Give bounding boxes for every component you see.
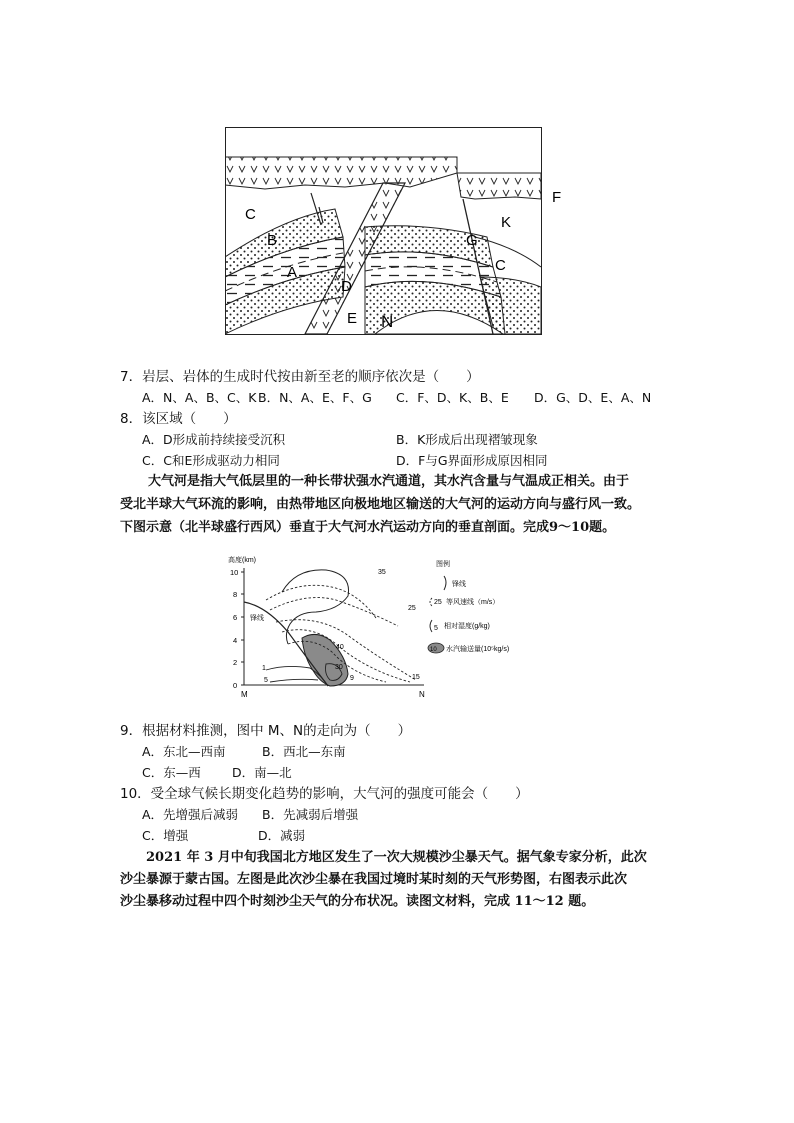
x-label-n: N <box>419 690 425 699</box>
contour-label-9: 9 <box>350 675 354 682</box>
contour-label-5: 5 <box>264 677 268 684</box>
legend-vapor: 水汽输送量(10⁵kg/s) <box>446 646 510 653</box>
label-k: K <box>501 214 512 231</box>
legend-humidity: 相对湿度(g/kg) <box>444 623 490 630</box>
y-tick-4: 4 <box>233 636 238 645</box>
y-tick-6: 6 <box>233 613 238 622</box>
question-10-stem: 10．受全球气候长期变化趋势的影响，大气河的强度可能会（ ） <box>120 786 529 802</box>
question-10-option-b[interactable]: B．先减弱后增强 <box>262 807 359 822</box>
legend-wind: 等风速线（m/s） <box>446 599 500 606</box>
y-axis-title: 高度(km) <box>228 557 256 564</box>
question-10-option-a[interactable]: A．先增强后减弱 <box>142 807 239 822</box>
label-g: G <box>466 232 478 249</box>
question-9-option-c[interactable]: C．东—西 <box>142 765 201 780</box>
legend-vapor-value: 10 <box>430 647 437 653</box>
label-e: E <box>347 310 358 327</box>
material-2-line-1: 2021 年 3 月中旬我国北方地区发生了一次大规模沙尘暴天气。据气象专家分析，此次 <box>146 850 647 865</box>
question-8-stem: 8．该区域（ ） <box>120 411 237 427</box>
material-1-line-3: 下图示意（北半球盛行西风）垂直于大气河水汽运动方向的垂直剖面。完成9～10题。 <box>120 520 616 535</box>
label-c-left: C <box>245 206 256 223</box>
y-tick-10: 10 <box>230 568 239 577</box>
question-8-option-d[interactable]: D．F与G界面形成原因相同 <box>396 453 548 468</box>
x-label-m: M <box>241 690 248 699</box>
question-7-option-c[interactable]: C．F、D、K、B、E <box>396 390 509 405</box>
contour-label-15: 15 <box>412 674 420 681</box>
question-7-stem: 7．岩层、岩体的生成时代按由新至老的顺序依次是（ ） <box>120 369 480 385</box>
material-1-line-1: 大气河是指大气低层里的一种长带状强水汽通道，其水汽含量与气温成正相关。由于 <box>148 474 630 489</box>
geologic-cross-section-figure <box>225 127 575 339</box>
question-7-option-d[interactable]: D．G、D、E、A、N <box>534 390 652 405</box>
contour-label-1: 1 <box>262 665 266 672</box>
material-2-line-2: 沙尘暴源于蒙古国。左图是此次沙尘暴在我国过境时某时刻的天气形势图，右图表示此次 <box>120 872 628 887</box>
question-9-stem: 9．根据材料推测，图中 M、N的走向为（ ） <box>120 723 412 739</box>
contour-label-35: 35 <box>378 569 386 576</box>
front-label: 锋线 <box>250 615 264 622</box>
question-7-option-b[interactable]: B．N、A、E、F、G <box>258 390 372 405</box>
y-tick-0: 0 <box>233 681 238 690</box>
question-9-option-b[interactable]: B．西北—东南 <box>262 744 346 759</box>
contour-label-25: 25 <box>408 605 416 612</box>
label-b: B <box>267 232 278 249</box>
material-2-line-3: 沙尘暴移动过程中四个时刻沙尘天气的分布状况。读图文材料，完成 11～12 题。 <box>120 894 595 909</box>
question-8-option-a[interactable]: A．D形成前持续接受沉积 <box>142 432 286 447</box>
legend-humidity-value: 5 <box>434 625 438 632</box>
legend-front-symbol <box>444 576 446 590</box>
material-1-line-2: 受北半球大气环流的影响，由热带地区向极地地区输送的大气河的运动方向与盛行风一致。 <box>120 497 641 512</box>
contour-label-30: 30 <box>335 664 343 671</box>
legend-title: 图例 <box>436 561 450 568</box>
y-tick-8: 8 <box>233 590 238 599</box>
legend-front: 锋线 <box>452 581 466 588</box>
question-7-option-a[interactable]: A．N、A、B、C、K <box>142 390 257 405</box>
contour-label-40: 40 <box>336 644 344 651</box>
label-n: N <box>381 312 394 331</box>
label-f: F <box>552 189 562 206</box>
question-9-option-a[interactable]: A．东北—西南 <box>142 744 226 759</box>
jet-contour <box>282 570 349 644</box>
atmospheric-river-section-figure <box>226 552 546 700</box>
label-c-right: C <box>495 257 506 274</box>
figure-2-legend <box>428 559 509 653</box>
question-8-option-c[interactable]: C．C和E形成驱动力相同 <box>142 453 280 468</box>
legend-wind-symbol <box>430 598 432 606</box>
question-8-option-b[interactable]: B．K形成后出现褶皱现象 <box>396 432 538 447</box>
y-tick-2: 2 <box>233 658 238 667</box>
legend-humidity-symbol <box>430 620 432 632</box>
label-a: A <box>287 264 298 281</box>
question-10-option-c[interactable]: C．增强 <box>142 828 189 843</box>
question-9-option-d[interactable]: D．南—北 <box>232 765 292 780</box>
question-10-option-d[interactable]: D．减弱 <box>258 828 306 843</box>
label-d: D <box>341 278 352 295</box>
legend-wind-value: 25 <box>434 599 442 606</box>
